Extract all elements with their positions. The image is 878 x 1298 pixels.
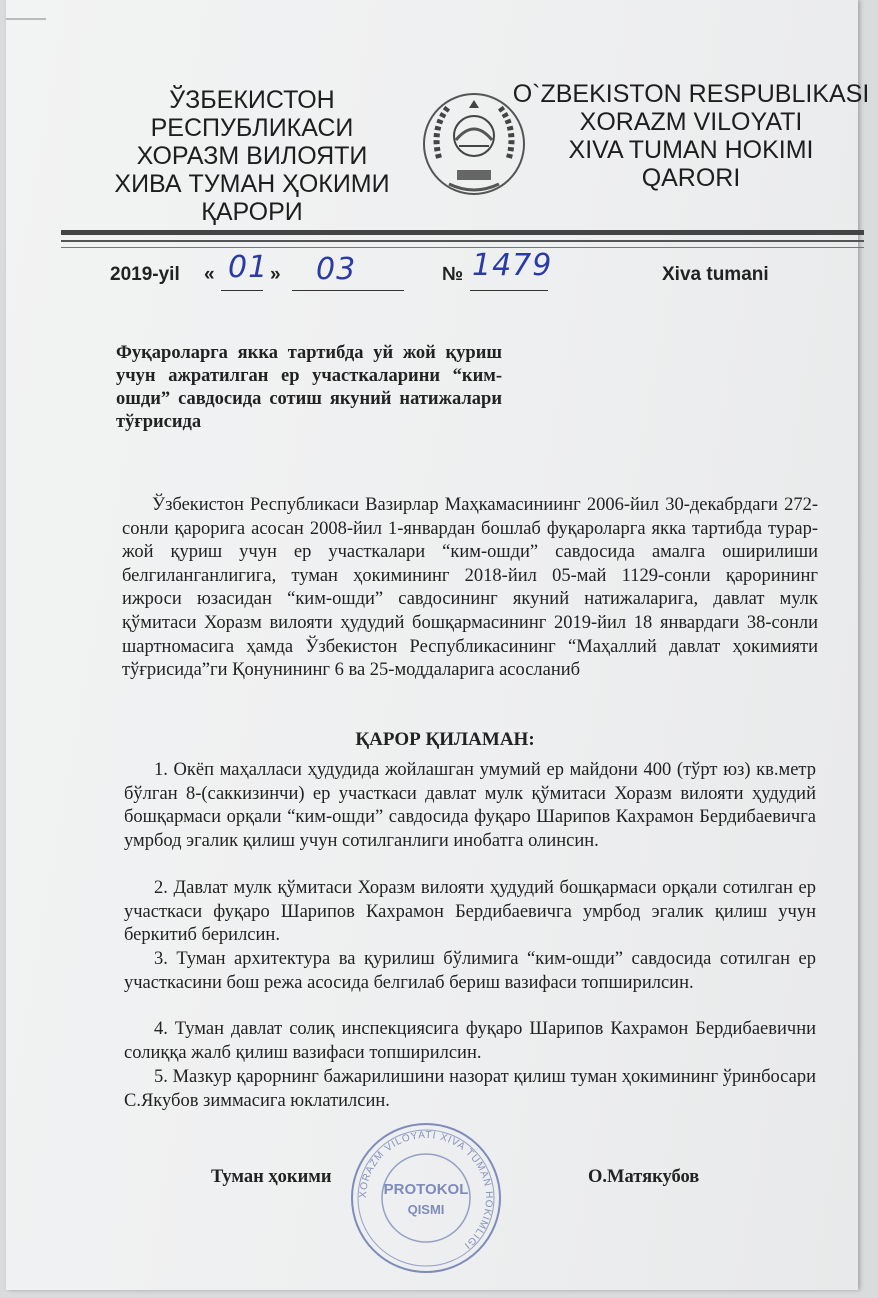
stamp-center-line: PROTOKOL <box>383 1181 469 1198</box>
header-rule-thick <box>61 230 864 235</box>
header-right-line: QARORI <box>641 164 741 192</box>
page-edge-mark <box>6 18 46 20</box>
day-underline <box>221 290 263 291</box>
header-left-line: ХОРАЗМ ВИЛОЯТИ <box>136 142 368 170</box>
document-subject: Фуқароларга якка тартибда уй жой қуриш учун ажратилган ер участкаларини “ким-ошди” савдосида сотиш якуний натижалари тўғрисида <box>116 343 502 432</box>
document-page <box>6 0 870 1290</box>
number-underline <box>470 290 548 291</box>
header-left-line: ҚАРОРИ <box>201 198 303 226</box>
header-right-line: XIVA TUMAN HOKIMI <box>568 136 814 164</box>
header-right-line: O`ZBEKISTON RESPUBLIKASI <box>512 80 870 108</box>
quote-open: « <box>204 264 215 285</box>
header-left-line: ХИВА ТУМАН ҲОКИМИ <box>114 170 390 198</box>
preamble-paragraph: Ўзбекистон Республикаси Вазирлар Маҳкамасиниинг 2006-йил 30-декабрдаги 272-сонли қарорига асосан 2008-йил 1-январдан бошлаб фуқароларга якка тартибда турар-жой қуриш учун ер участкалари “ким-ошди” савдосида амалга оширилиши белгиланганлигига, туман ҳокимининг 2018-йил 05-май 1129-сонли қарорининг ижроси юзасидан “ким-ошди” савдосининг якуний натижаларига, давлат мулк қўмитаси Хоразм вилояти ҳудудий бошқармасининг 2019-йил 18 январдаги 38-сонли шартномасига ҳамда Ўзбекистон Республикасининг “Маҳаллий давлат ҳокимияти тўғрисида”ги Қонунининг 6 ва 25-моддаларига асосланиб <box>122 495 818 681</box>
stamp-seal <box>346 1118 506 1278</box>
quote-close: » <box>270 264 281 285</box>
signature-name: О.Матякубов <box>588 1167 700 1187</box>
decree-item: 4. Туман давлат солиқ инспекциясига фуқаро Шарипов Кахрамон Бердибаевични солиққа жалб қилиш вазифаси топширилсин. <box>124 1019 816 1063</box>
stamp-ring-text: XORAZM VILOYATI XIVA TUMAN HOKIMLIGI <box>357 1129 495 1252</box>
stamp-center-line: QISMI <box>407 1202 445 1217</box>
header-right <box>511 80 871 192</box>
signature-position: Туман ҳокими <box>211 1167 332 1187</box>
decree-item: 1. Окёп маҳалласи ҳудудида жойлашган умумий ер майдони 400 (тўрт юз) кв.метр бўлган 8-(саккизинчи) ер участкаси давлат мулк қўмитаси Хоразм вилояти ҳудудий бошқармаси орқали “ким-ошди” савдосида фуқаро Шарипов Кахрамон Бердибаевичга умрбод эгалик қилиш учун сотилганлиги инобатга олинсин. <box>124 760 816 851</box>
header-left <box>72 86 432 226</box>
year-label: 2019-yil <box>110 264 180 285</box>
decree-item: 2. Давлат мулк қўмитаси Хоразм вилояти ҳудудий бошқармаси орқали сотилган ер участкаси фуқаро Шарипов Кахрамон Бердибаевичга умрбод эгалик қилиш учун беркитиб берилсин. <box>124 878 816 946</box>
decree-title: ҚАРОР ҚИЛАМАН: <box>355 729 535 750</box>
decree-item: 5. Мазкур қарорнинг бажарилишини назорат қилиш туман ҳокимининг ўринбосари С.Якубов зиммасига юклатилсин. <box>124 1067 816 1111</box>
month-underline <box>292 290 404 291</box>
header-left-line: ЎЗБЕКИСТОН РЕСПУБЛИКАСИ <box>150 86 354 142</box>
header-right-line: XORAZM VILOYATI <box>579 108 803 136</box>
header-rule-medium <box>61 240 864 242</box>
month-handwritten: 03 <box>316 252 357 287</box>
number-label: № <box>442 264 464 285</box>
day-handwritten: 01 <box>228 250 269 285</box>
place-label: Xiva tumani <box>662 264 769 285</box>
header-rule-thin <box>61 247 864 248</box>
decree-item: 3. Туман архитектура ва қурилиш бўлимига “ким-ошди” савдосида сотилган ер участкасини бош режа асосида белгилаб бериш вазифаси топширилсин. <box>124 949 816 993</box>
number-handwritten: 1479 <box>472 248 553 283</box>
